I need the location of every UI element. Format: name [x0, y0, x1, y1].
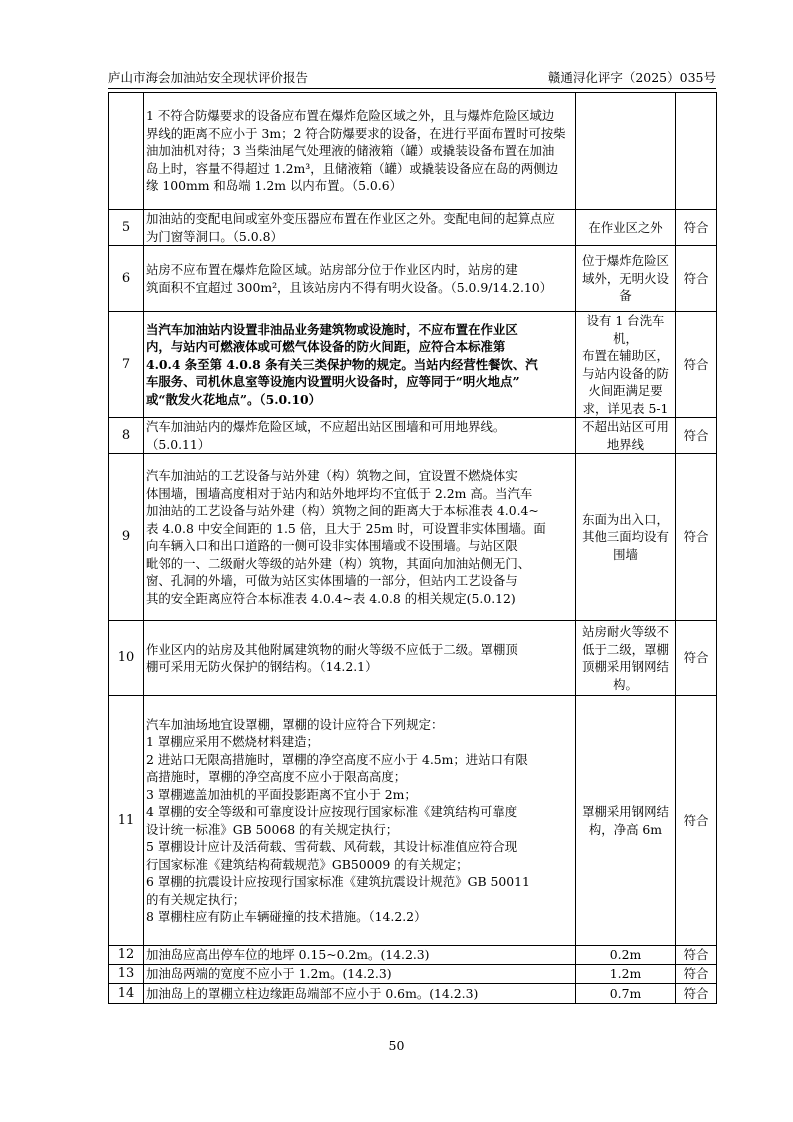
- table-row: [109, 984, 717, 1004]
- conformity-result: 符合: [676, 246, 717, 312]
- requirement-cell: [144, 965, 576, 984]
- table-row: [109, 418, 717, 454]
- row-number: 12: [109, 946, 144, 965]
- row-number: 13: [109, 965, 144, 984]
- requirement-cell: [144, 696, 576, 946]
- requirement-line: 4 罩棚的安全等级和可靠度设计应按现行国家标准《建筑结构可靠度: [146, 804, 518, 819]
- actual-status-cell: [576, 984, 676, 1004]
- actual-status-line: 域外，无明火设: [582, 270, 669, 286]
- table-row: [109, 696, 717, 946]
- actual-status-line: 设有 1 台洗车机，: [586, 313, 665, 346]
- table-row: [109, 621, 717, 696]
- actual-status-line: 位于爆炸危险区: [582, 253, 669, 269]
- requirement-line: 其的安全距离应符合本标准表 4.0.4~表 4.0.8 的相关规定(5.0.12): [146, 590, 516, 606]
- conformity-result: 符合: [676, 418, 717, 454]
- table-row: [109, 965, 717, 984]
- requirement-line: 当汽车加油站内设置非油品业务建筑物或设施时，不应布置在作业区: [146, 321, 518, 337]
- actual-status-line: 构，净高 6m: [588, 821, 663, 837]
- requirement-line: 或“散发火花地点”。（5.0.10）: [146, 391, 322, 407]
- table-row: [109, 312, 717, 418]
- table-row: [109, 210, 717, 246]
- requirement-line: 车服务、司机休息室等设施内设置明火设备时，应等同于“明火地点”: [146, 374, 520, 390]
- requirement-cell: [144, 312, 576, 418]
- conformity-result: [676, 93, 717, 210]
- conformity-result: 符合: [676, 946, 717, 965]
- actual-status-cell: [576, 946, 676, 965]
- actual-status-line: 备: [619, 288, 632, 304]
- requirement-line: （5.0.11）: [146, 436, 211, 452]
- requirement-line: 2 进站口无限高措施时，罩棚的净空高度不应小于 4.5m；进站口有限: [146, 751, 528, 767]
- conformity-result: 符合: [676, 621, 717, 696]
- actual-status-line: 构。: [613, 676, 638, 692]
- actual-status-line: 0.7m: [609, 985, 642, 1001]
- evaluation-table-body: [109, 93, 717, 1004]
- requirement-cell: [144, 93, 576, 210]
- requirement-line: 行国家标准《建筑结构荷载规范》GB50009 的有关规定；: [146, 856, 469, 872]
- actual-status-line: 罩棚采用钢网结: [582, 804, 669, 819]
- requirement-line: 4.0.4 条至第 4.0.8 条有关三类保护物的规定。当站内经营性餐饮、汽: [146, 356, 538, 372]
- actual-status-line: 在作业区之外: [588, 219, 663, 235]
- requirement-line: 内，与站内可燃液体或可燃气体设备的防火间距，应符合本标准第: [146, 339, 506, 355]
- requirement-line: 筑面积不宜超过 300m²，且该站房内不得有明火设备。（5.0.9/14.2.10）: [146, 279, 553, 295]
- requirement-cell: [144, 984, 576, 1004]
- requirement-line: 站房不应布置在爆炸危险区域。站房部分位于作业区内时，站房的建: [146, 262, 518, 277]
- requirement-line: 加油岛应高出停车位的地坪 0.15~0.2m。(14.2.3): [146, 947, 430, 963]
- requirement-cell: [144, 246, 576, 312]
- actual-status-cell: [576, 965, 676, 984]
- row-number: 5: [109, 210, 144, 246]
- report-title: 庐山市海会加油站安全现状评价报告: [108, 70, 309, 85]
- conformity-result: 符合: [676, 454, 717, 621]
- requirement-cell: [144, 621, 576, 696]
- requirement-line: 的有关规定执行；: [146, 891, 246, 907]
- row-number: 6: [109, 246, 144, 312]
- actual-status-line: 其他三面均设有: [582, 529, 669, 545]
- row-number: [109, 93, 144, 210]
- requirement-line: 油加油机对待；3 当柴油尾气处理液的储液箱（罐）或撬装设备布置在加油: [146, 143, 555, 159]
- actual-status-line: 与站内设备的防: [582, 365, 669, 381]
- requirement-line: 缘 100mm 和岛端 1.2m 以内布置。（5.0.6）: [146, 178, 402, 194]
- header-divider: [108, 88, 716, 89]
- requirement-line: 表 4.0.8 中安全间距的 1.5 倍，且大于 25m 时，可设置非实体围墙。面: [146, 520, 546, 536]
- table-row: [109, 946, 717, 965]
- actual-status-cell: [576, 621, 676, 696]
- actual-status-cell: [576, 418, 676, 454]
- row-number: 10: [109, 621, 144, 696]
- requirement-line: 设计统一标准》GB 50068 的有关规定执行；: [146, 821, 399, 837]
- requirement-line: 作业区内的站房及其他附属建筑物的耐火等级不应低于二级。罩棚顶: [146, 641, 518, 657]
- actual-status-line: 低于二级，罩棚: [582, 641, 669, 657]
- actual-status-line: 布置在辅助区，: [582, 348, 669, 363]
- row-number: 9: [109, 454, 144, 621]
- requirement-line: 汽车加油场地宜设罩棚，罩棚的设计应符合下列规定：: [146, 716, 444, 732]
- actual-status-line: 火间距满足要: [588, 383, 663, 398]
- evaluation-table: [108, 92, 717, 1004]
- requirement-line: 5 罩棚设计应计及活荷载、雪荷载、风荷载，其设计标准值应符合现: [146, 839, 518, 854]
- conformity-result: 符合: [676, 965, 717, 984]
- actual-status-cell: [576, 210, 676, 246]
- actual-status-line: 顶棚采用钢网结: [582, 659, 669, 674]
- requirement-line: 1 罩棚应采用不燃烧材料建造；: [146, 734, 319, 749]
- actual-status-line: 地界线: [606, 436, 645, 452]
- requirement-line: 加油岛上的罩棚立柱边缘距岛端部不应小于 0.6m。(14.2.3): [146, 985, 479, 1001]
- actual-status-line: 站房耐火等级不: [582, 624, 669, 639]
- requirement-line: 体围墙，围墙高度相对于站内和站外地坪均不宜低于 2.2m 高。当汽车: [146, 485, 533, 501]
- requirement-line: 3 罩棚遮盖加油机的平面投影距离不宜小于 2m；: [146, 786, 417, 802]
- actual-status-line: 0.2m: [609, 947, 642, 963]
- conformity-result: 符合: [676, 210, 717, 246]
- table-row: [109, 246, 717, 312]
- conformity-result: 符合: [676, 984, 717, 1004]
- requirement-line: 汽车加油站内的爆炸危险区域，不应超出站区围墙和可用地界线。: [146, 419, 506, 434]
- requirement-line: 加油站的变配电间或室外变压器应布置在作业区之外。变配电间的起算点应: [146, 211, 555, 226]
- requirement-line: 界线的距离不应小于 3m；2 符合防爆要求的设备，在进行平面布置时可按柴: [146, 125, 566, 141]
- actual-status-cell: [576, 93, 676, 210]
- actual-status-line: 求，详见表 5-1: [582, 400, 669, 416]
- actual-status-cell: [576, 312, 676, 418]
- table-row: [109, 93, 717, 210]
- requirement-line: 汽车加油站的工艺设备与站外建（构）筑物之间，宜设置不燃烧体实: [146, 468, 518, 483]
- actual-status-line: 东面为出入口，: [582, 511, 669, 527]
- requirement-line: 高措施时，罩棚的净空高度不应小于限高高度；: [146, 769, 407, 784]
- page-number: 50: [388, 1038, 405, 1053]
- row-number: 7: [109, 312, 144, 418]
- requirement-line: 1 不符合防爆要求的设备应布置在爆炸危险区域之外，且与爆炸危险区域边: [146, 108, 555, 124]
- requirement-cell: [144, 418, 576, 454]
- row-number: 14: [109, 984, 144, 1004]
- actual-status-cell: [576, 454, 676, 621]
- page-header: [108, 68, 716, 88]
- conformity-result: 符合: [676, 312, 717, 418]
- actual-status-line: 围墙: [613, 546, 638, 562]
- requirement-line: 向车辆入口和出口道路的一侧可设非实体围墙或不设围墙。与站区限: [146, 538, 518, 553]
- requirement-line: 8 罩棚柱应有防止车辆碰撞的技术措施。（14.2.2）: [146, 909, 427, 924]
- row-number: 11: [109, 696, 144, 946]
- row-number: 8: [109, 418, 144, 454]
- requirement-line: 岛上时，容量不得超过 1.2m³，且储液箱（罐）或撬装设备应在岛的两侧边: [146, 160, 559, 176]
- conformity-result: 符合: [676, 696, 717, 946]
- requirement-line: 为门窗等洞口。（5.0.8）: [146, 228, 283, 244]
- requirement-line: 加油站的工艺设备与站外建（构）筑物之间的距离大于本标准表 4.0.4~: [146, 503, 539, 518]
- requirement-cell: [144, 454, 576, 621]
- requirement-cell: [144, 210, 576, 246]
- actual-status-cell: [576, 246, 676, 312]
- requirement-line: 棚可采用无防火保护的钢结构。（14.2.1）: [146, 659, 378, 674]
- actual-status-line: 1.2m: [609, 966, 642, 982]
- requirement-line: 加油岛两端的宽度不应小于 1.2m。(14.2.3): [146, 966, 392, 982]
- report-number: 赣通浔化评字（2025）035号: [547, 70, 716, 85]
- table-row: [109, 454, 717, 621]
- requirement-line: 6 罩棚的抗震设计应按现行国家标准《建筑抗震设计规范》GB 50011: [146, 874, 530, 889]
- requirement-cell: [144, 946, 576, 965]
- actual-status-line: 不超出站区可用: [582, 419, 669, 434]
- requirement-line: 窗、孔洞的外墙，可做为站区实体围墙的一部分，但站内工艺设备与: [146, 573, 518, 588]
- actual-status-cell: [576, 696, 676, 946]
- requirement-line: 毗邻的一、二级耐火等级的站外建（构）筑物，其面向加油站侧无门、: [146, 555, 531, 571]
